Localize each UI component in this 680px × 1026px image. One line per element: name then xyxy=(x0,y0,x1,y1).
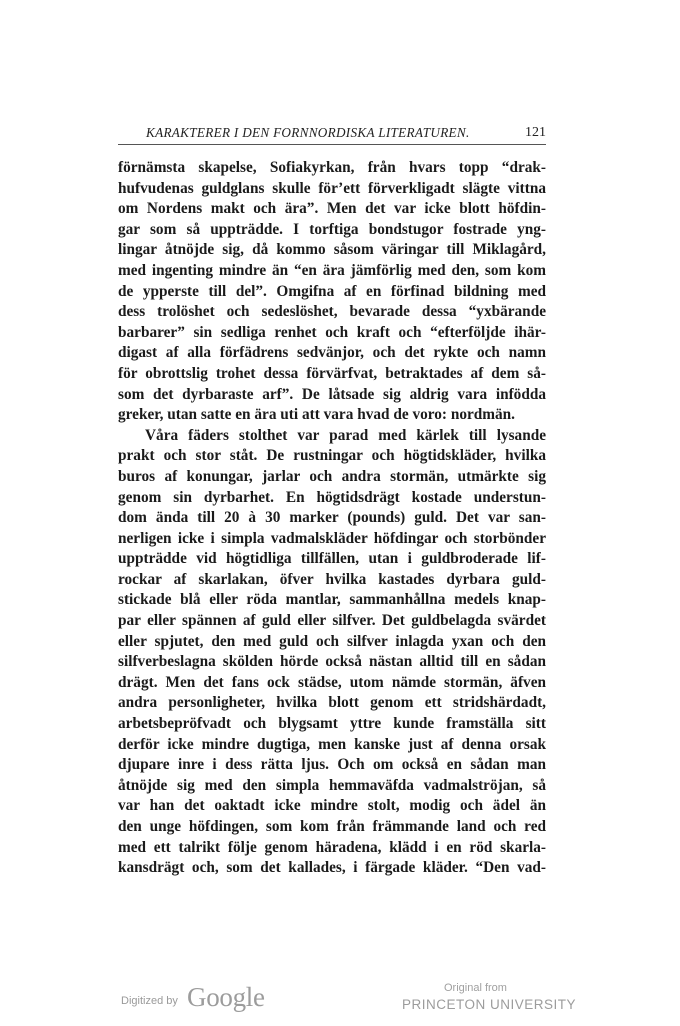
text-line: uppträdde vid högtidliga tillfällen, utan i guldbroderade lif- xyxy=(118,550,546,568)
text-line: de ypperste till del”. Omgifna af en förfinad bildning med xyxy=(118,282,546,300)
text-line: dom ända till 20 à 30 marker (pounds) guld. Det var san- xyxy=(118,509,546,527)
header-rule xyxy=(118,144,546,145)
body-text xyxy=(118,158,546,879)
text-line: buros af konungar, jarlar och andra stormän, utmärkte sig xyxy=(118,467,546,485)
page-number: 121 xyxy=(525,125,546,140)
text-line: kansdrägt och, som det kallades, i färgade kläder. “Den vad- xyxy=(118,859,546,877)
text-line: djupare inre i dess rätta ljus. Och om också en sådan man xyxy=(118,756,546,774)
running-head: KARAKTERER I DEN FORNNORDISKA LITERATUREN. xyxy=(146,125,470,140)
text-line: silfverbeslagna skölden hörde också nästan alltid till en sådan xyxy=(118,653,546,671)
text-line: rockar af skarlakan, öfver hvilka kastades dyrbara guld- xyxy=(118,570,546,588)
text-line: dess trolöshet och sedeslöshet, bevarade dessa “yxbärande xyxy=(118,303,546,321)
text-line: gar som så uppträdde. I torftiga bondstugor fostrade yng- xyxy=(118,220,546,238)
text-line: nerligen icke i simpla vadmalskläder höfdingar och storbönder xyxy=(118,529,546,547)
text-line: åtnöjde sig med den simpla hemmaväfda vadmalströjan, så xyxy=(118,776,546,794)
page-header xyxy=(118,125,546,143)
text-line: derför icke mindre dugtiga, men kanske just af denna orsak xyxy=(118,735,546,753)
text-line: förnämsta skapelse, Sofiakyrkan, från hvars topp “drak- xyxy=(118,159,546,176)
text-line: digast af alla förfädrens sedvänjor, och det rykte och namn xyxy=(118,344,546,362)
google-logo: Google xyxy=(187,982,265,1012)
original-from-label: Original from xyxy=(444,982,507,994)
text-line: andra personligheter, hvilka blott genom ett stridshärdadt, xyxy=(118,694,546,712)
text-line: barbarer” sin sedliga renhet och kraft och “efterföljde ihär- xyxy=(118,323,546,341)
text-line: lingar åtnöjde sig, då kommo såsom väringar till Miklagård, xyxy=(118,241,546,259)
paragraph-start-line: Våra fäders stolthet var parad med kärlek till lysande xyxy=(145,426,546,444)
text-line: drägt. Men det fans ock städse, utom nämde stormän, äfven xyxy=(118,673,546,691)
text-line: arbetsbepröfvadt och blygsamt yttre kunde framställa sitt xyxy=(118,715,546,733)
text-line: var han det oaktadt icke mindre stolt, modig och ädel än xyxy=(118,797,546,815)
text-line: hufvudenas guldglans skulle för’ett förverkligadt slägte vittna xyxy=(118,179,546,197)
text-line: om Nordens makt och ära”. Men det var icke blott höfdin- xyxy=(118,200,546,218)
text-line: den unge höfdingen, som kom från främmande land och red xyxy=(118,818,546,835)
text-line: för obrottslig trohet dessa förvärfvat, betraktades af dem så- xyxy=(118,364,546,382)
text-line: prakt och stor ståt. De rustningar och högtidskläder, hvilka xyxy=(118,447,546,465)
text-line: genom sin dyrbarhet. En högtidsdrägt kostade understun- xyxy=(118,488,546,506)
institution-name: PRINCETON UNIVERSITY xyxy=(402,997,577,1012)
text-line: som det dyrbaraste arf”. De låtsade sig aldrig vara infödda xyxy=(118,385,546,403)
text-line: par eller spännen af guld eller silfver. Det guldbelagda svärdet xyxy=(118,612,546,630)
text-line: med ingenting mindre än “en ära jämförlig med den, som kom xyxy=(118,261,546,279)
text-line: greker, utan satte en ära uti att vara hvad de voro: nordmän. xyxy=(118,406,516,424)
text-line: stickade blå eller röda mantlar, sammanhållna medels knap- xyxy=(118,591,546,609)
digitized-by-label: Digitized by xyxy=(121,995,178,1007)
text-line: eller spjutet, den med guld och silfver inlagda yxan och den xyxy=(118,632,546,650)
text-line: med ett talrikt följe genom häradena, klädd i en röd skarla- xyxy=(118,838,546,856)
